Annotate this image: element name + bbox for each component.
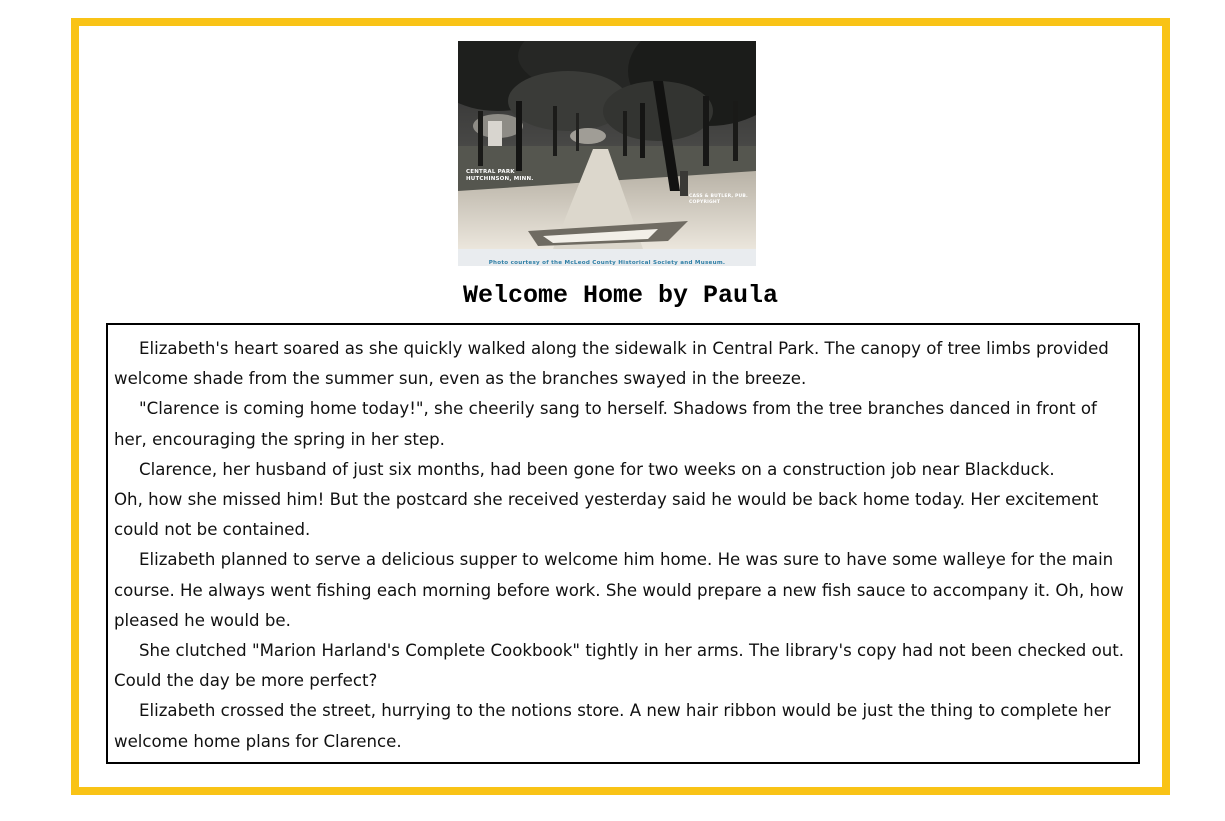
story-paragraph: Clarence, her husband of just six months, had been gone for two weeks on a construction job near Blackduck. <box>139 459 1055 479</box>
story-paragraph: She clutched "Marion Harland's Complete Cookbook" tightly in her arms. The library's copy had not been checked out. Could the day be more perfect? <box>114 641 1125 691</box>
page-frame <box>71 18 1170 795</box>
central-park-photo <box>458 41 756 266</box>
story-box <box>106 323 1140 764</box>
photo-credit: Photo courtesy of the McLeod County Historical Society and Museum. <box>488 260 726 266</box>
story-title: Welcome Home by Paula <box>462 281 779 310</box>
story-paragraph: "Clarence is coming home today!", she cheerily sang to herself. Shadows from the tree branches danced in front of her, encouraging the spring in her step. <box>114 399 1097 449</box>
story-paragraph: Elizabeth crossed the street, hurrying to the notions store. A new hair ribbon would be just the thing to complete her welcome home plans for Clarence. <box>114 701 1111 751</box>
photo-location-caption: CENTRAL PARK HUTCHINSON, MINN. <box>466 169 534 182</box>
photo-publisher-caption: CASS & BUTLER, PUB. COPYRIGHT <box>689 194 748 205</box>
park-scene-image <box>458 41 756 266</box>
story-paragraph: Elizabeth planned to serve a delicious supper to welcome him home. He was sure to have some walleye for the main course. He always went fishing each morning before work. She would prepare a new fish sauce to accompany it. Oh, how pleased he would be. <box>114 550 1124 630</box>
story-paragraph: Oh, how she missed him! But the postcard she received yesterday said he would be back home today. Her excitement could not be contained. <box>114 490 1099 540</box>
story-paragraph: Elizabeth's heart soared as she quickly walked along the sidewalk in Central Park. The canopy of tree limbs provided welcome shade from the summer sun, even as the branches swayed in the breeze. <box>114 339 1109 389</box>
photo-credit-bar <box>458 249 756 266</box>
